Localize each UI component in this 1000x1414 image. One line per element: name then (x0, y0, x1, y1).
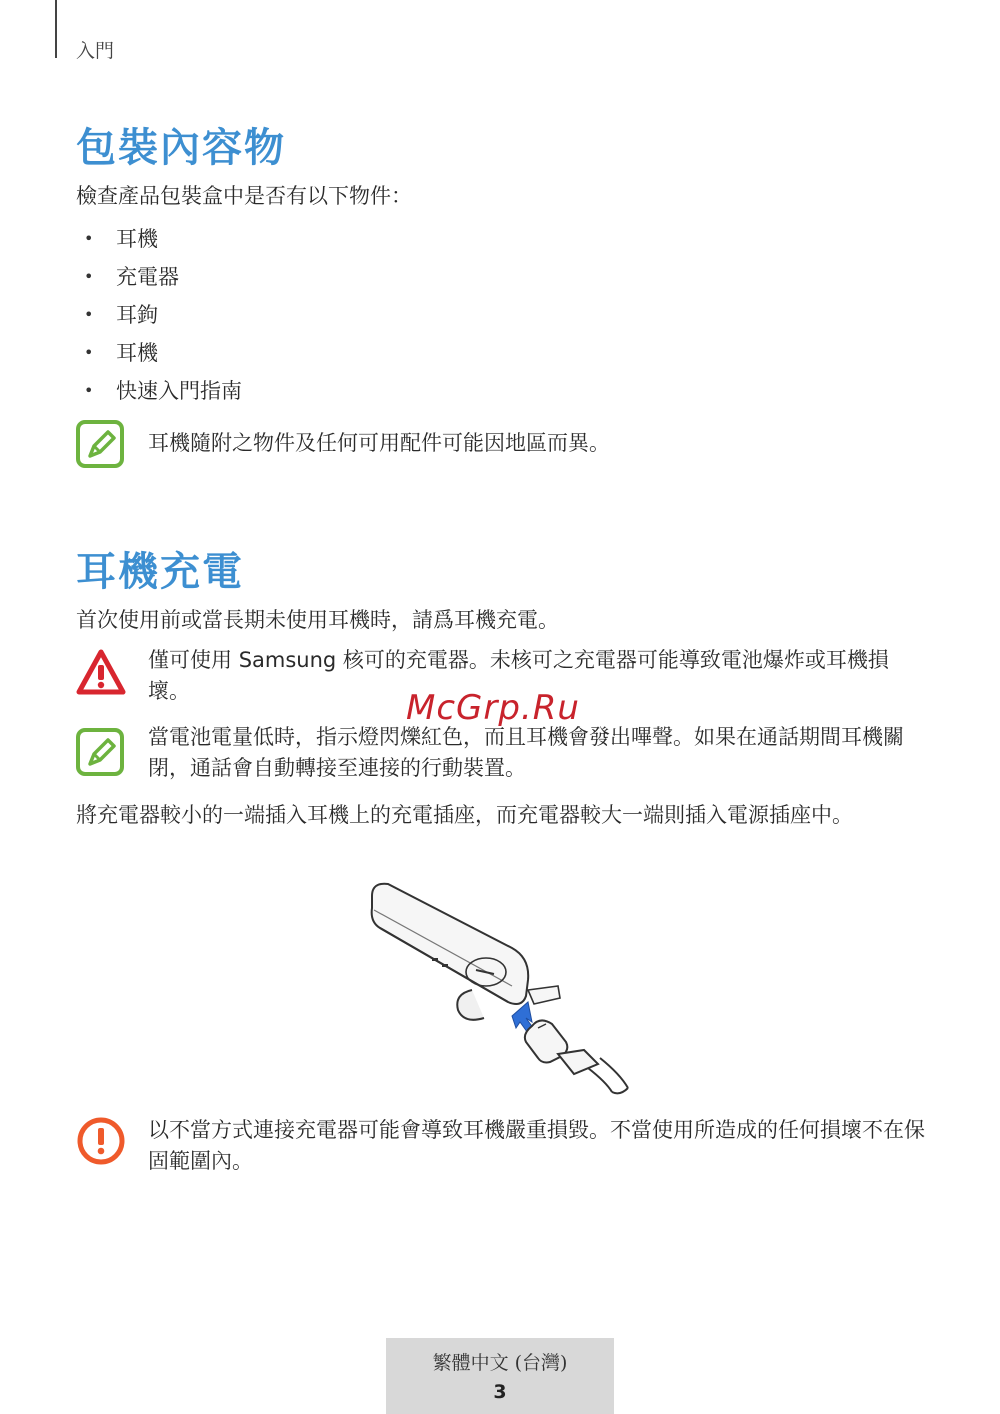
watermark-logo: McGrp.Ru (406, 688, 580, 728)
bullet-icon: • (84, 343, 94, 362)
list-item: • 充電器 (84, 258, 242, 296)
list-item: • 快速入門指南 (84, 372, 242, 410)
footer (386, 1338, 614, 1414)
section-title-package-contents: 包裝內容物 (76, 125, 286, 171)
list-item: • 耳機 (84, 220, 242, 258)
bullet-icon: • (84, 305, 94, 324)
charging-intro: 首次使用前或當長期未使用耳機時，請爲耳機充電。 (76, 608, 559, 632)
note-low-battery: 當電池電量低時，指示燈閃爍紅色，而且耳機會發出嗶聲。如果在通話期間耳機關閉，通話會自動轉接至連接的行動裝置。 (76, 728, 928, 784)
list-item: • 耳鉤 (84, 296, 242, 334)
note-pencil-icon (76, 728, 126, 778)
bullet-icon: • (84, 229, 94, 248)
charging-instruction: 將充電器較小的一端插入耳機上的充電插座，而充電器較大一端則插入電源插座中。 (76, 803, 853, 827)
warning-triangle-icon (76, 648, 126, 698)
note-regional-items: 耳機隨附之物件及任何可用配件可能因地區而異。 (76, 420, 928, 470)
header-rule (55, 0, 57, 58)
warning-approved-charger: 僅可使用 Samsung 核可的充電器。未核可之充電器可能導致電池爆炸或耳機損壞。 (76, 648, 928, 707)
package-intro: 檢查產品包裝盒中是否有以下物件： (76, 184, 412, 208)
caution-circle-icon (76, 1116, 126, 1166)
header-section-label: 入門 (76, 40, 115, 62)
package-items-list (84, 220, 242, 410)
bullet-icon: • (84, 381, 94, 400)
caution-improper-connection: 以不當方式連接充電器可能會導致耳機嚴重損毀。不當使用所造成的任何損壞不在保固範圍內。 (76, 1116, 928, 1177)
page-number: 3 (493, 1381, 507, 1403)
list-item: • 耳機 (84, 334, 242, 372)
bullet-icon: • (84, 267, 94, 286)
section-title-charging: 耳機充電 (76, 549, 244, 595)
charging-illustration (362, 878, 642, 1100)
footer-language: 繁體中文 (台灣) (432, 1352, 568, 1374)
note-pencil-icon (76, 420, 126, 470)
